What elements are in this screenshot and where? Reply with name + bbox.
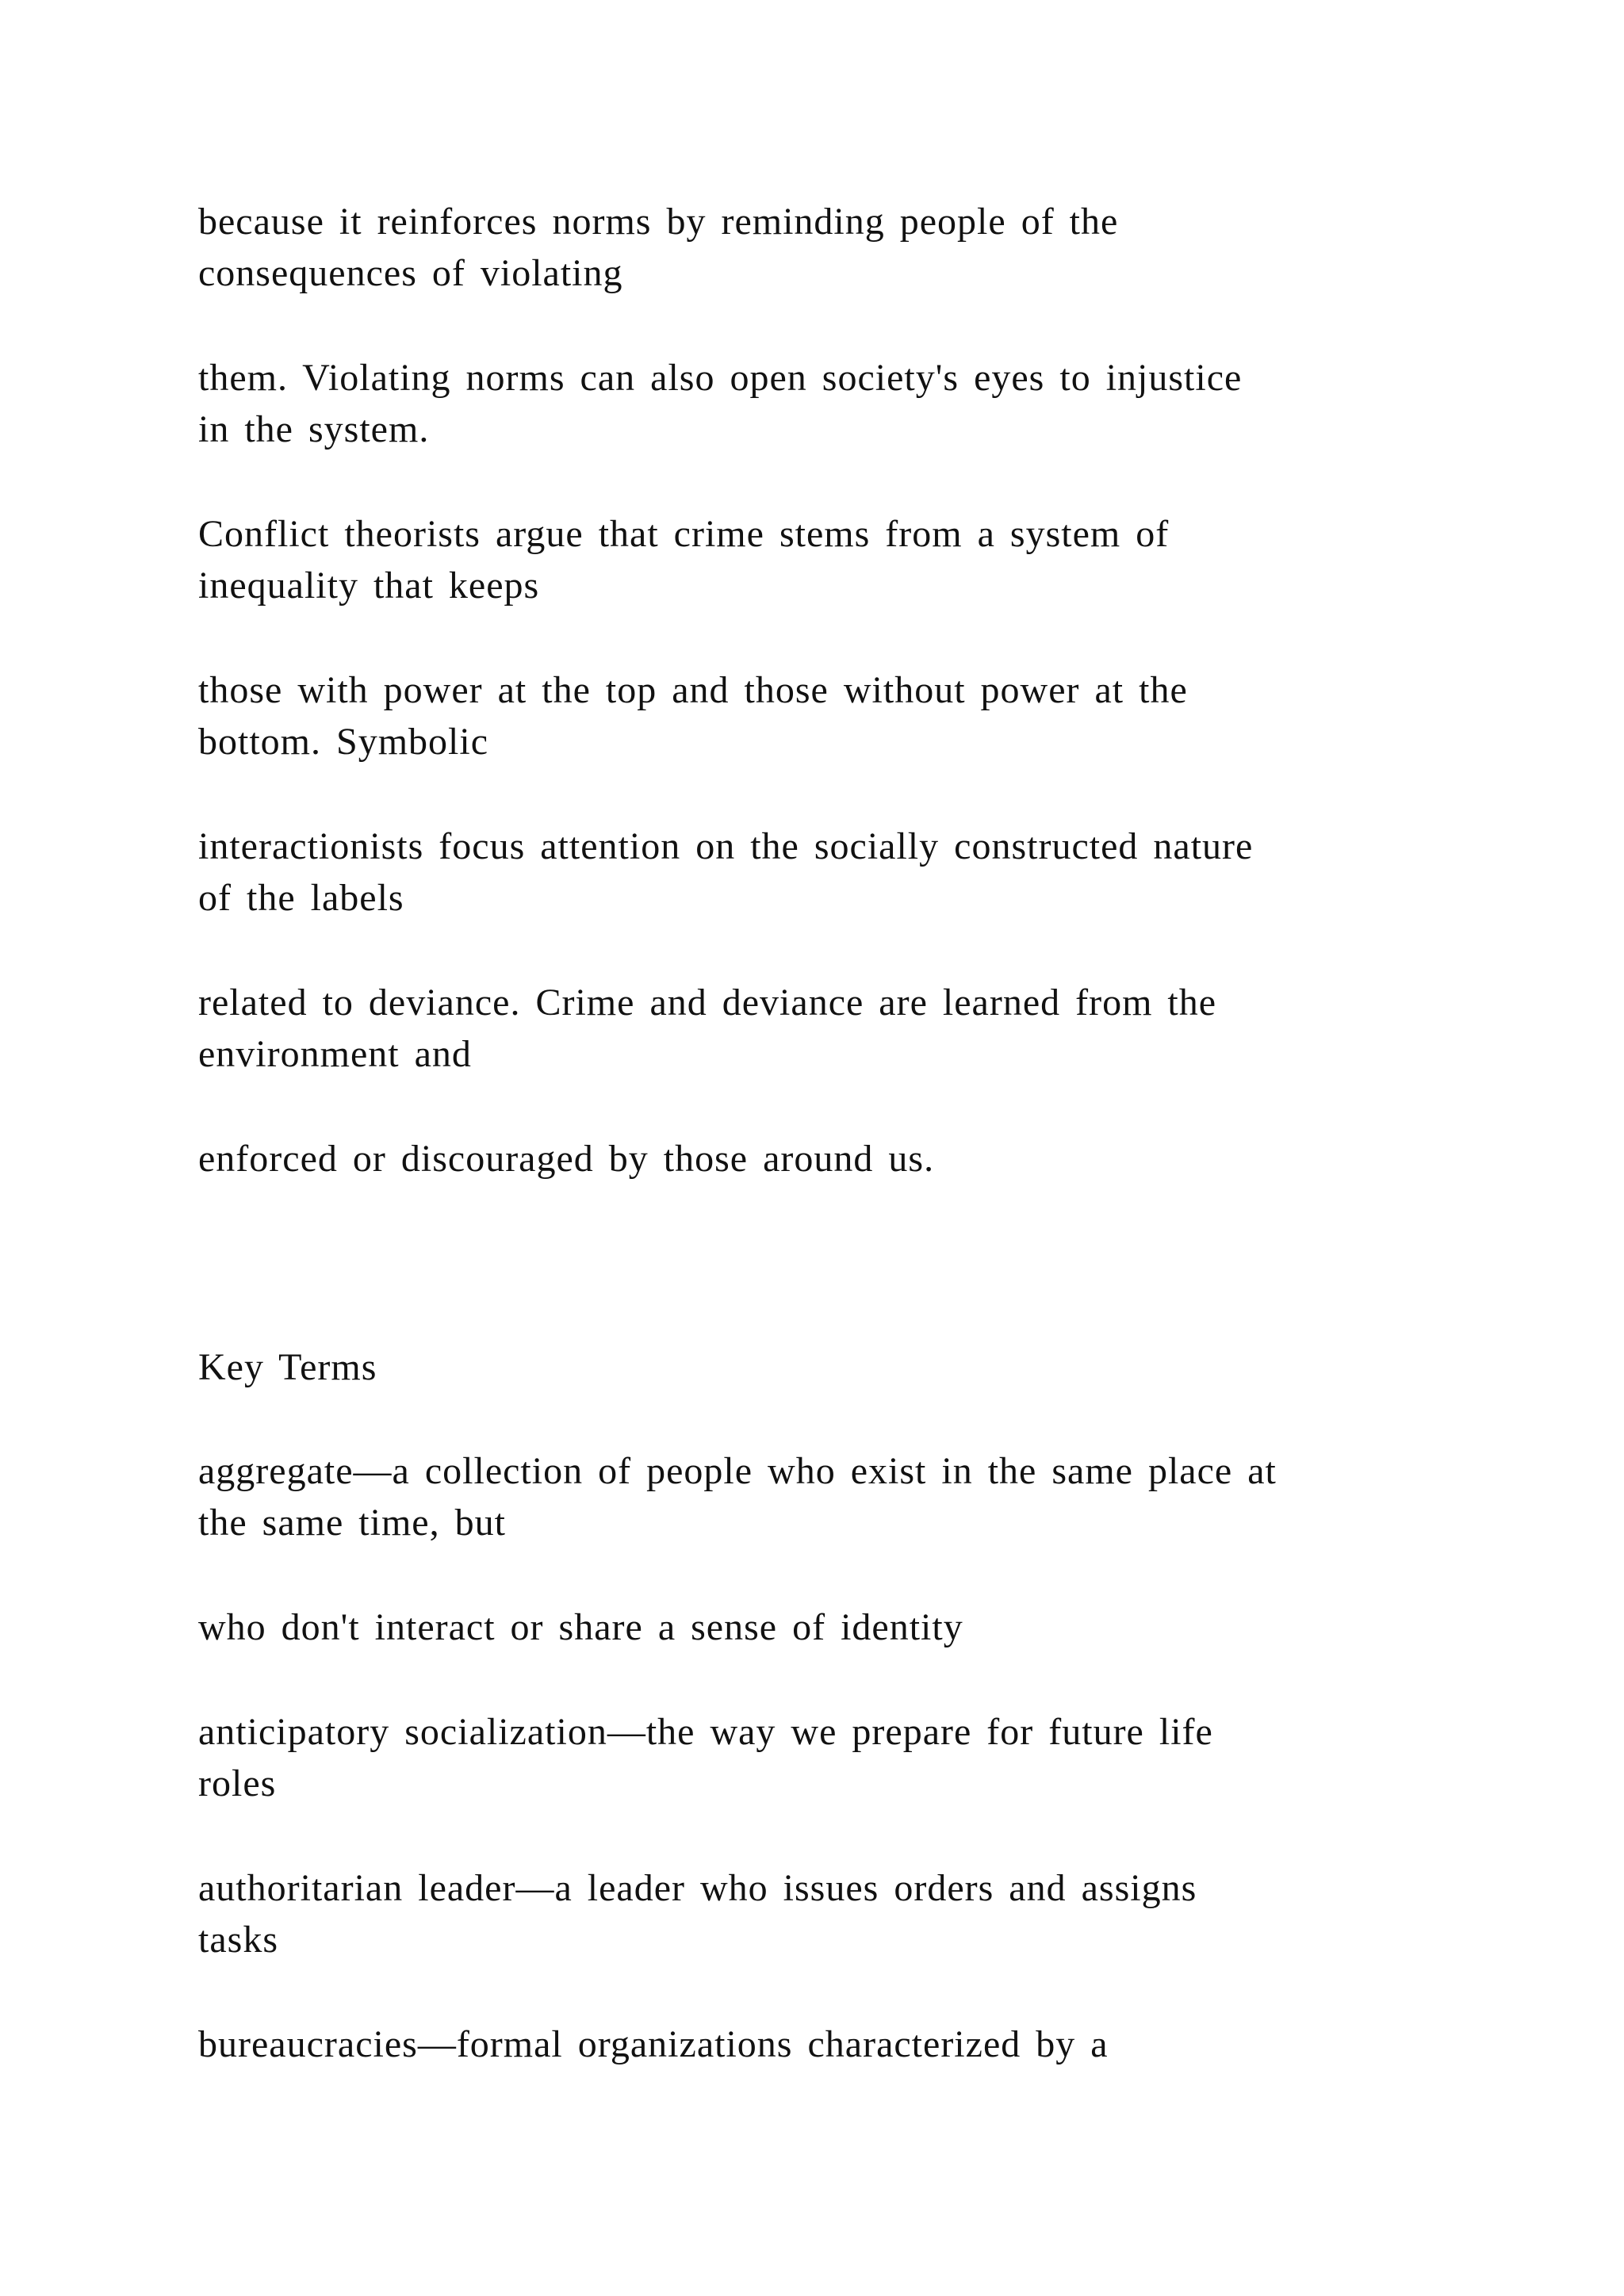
text-line: tasks [198,1919,278,1961]
text-line: bureaucracies—formal organizations characterized by a [198,2023,1109,2065]
text-line: authoritarian leader—a leader who issues orders and assigns [198,1867,1197,1909]
text-line: Conflict theorists argue that crime stems from a system of [198,513,1170,555]
text-line: aggregate—a collection of people who exist in the same place at [198,1450,1277,1492]
text-line: because it reinforces norms by reminding people of the [198,201,1119,243]
text-line: environment and [198,1033,472,1075]
text-line: enforced or discouraged by those around us. [198,1138,935,1180]
text-line: in the system. [198,408,430,450]
text-line: bottom. Symbolic [198,721,489,763]
text-line: related to deviance. Crime and deviance are learned from the [198,982,1217,1024]
text-line: who don't interact or share a sense of identity [198,1606,963,1648]
text-line: anticipatory socialization—the way we prepare for future life [198,1711,1213,1753]
text-line: of the labels [198,877,404,919]
text-line: the same time, but [198,1502,506,1544]
text-line: those with power at the top and those without power at the [198,669,1188,711]
text-line: inequality that keeps [198,564,540,607]
text-line: them. Violating norms can also open society's eyes to injustice [198,357,1243,399]
text-line: roles [198,1762,277,1804]
text-line: interactionists focus attention on the socially constructed nature [198,825,1254,867]
text-line: consequences of violating [198,252,623,294]
section-heading: Key Terms [198,1346,377,1388]
